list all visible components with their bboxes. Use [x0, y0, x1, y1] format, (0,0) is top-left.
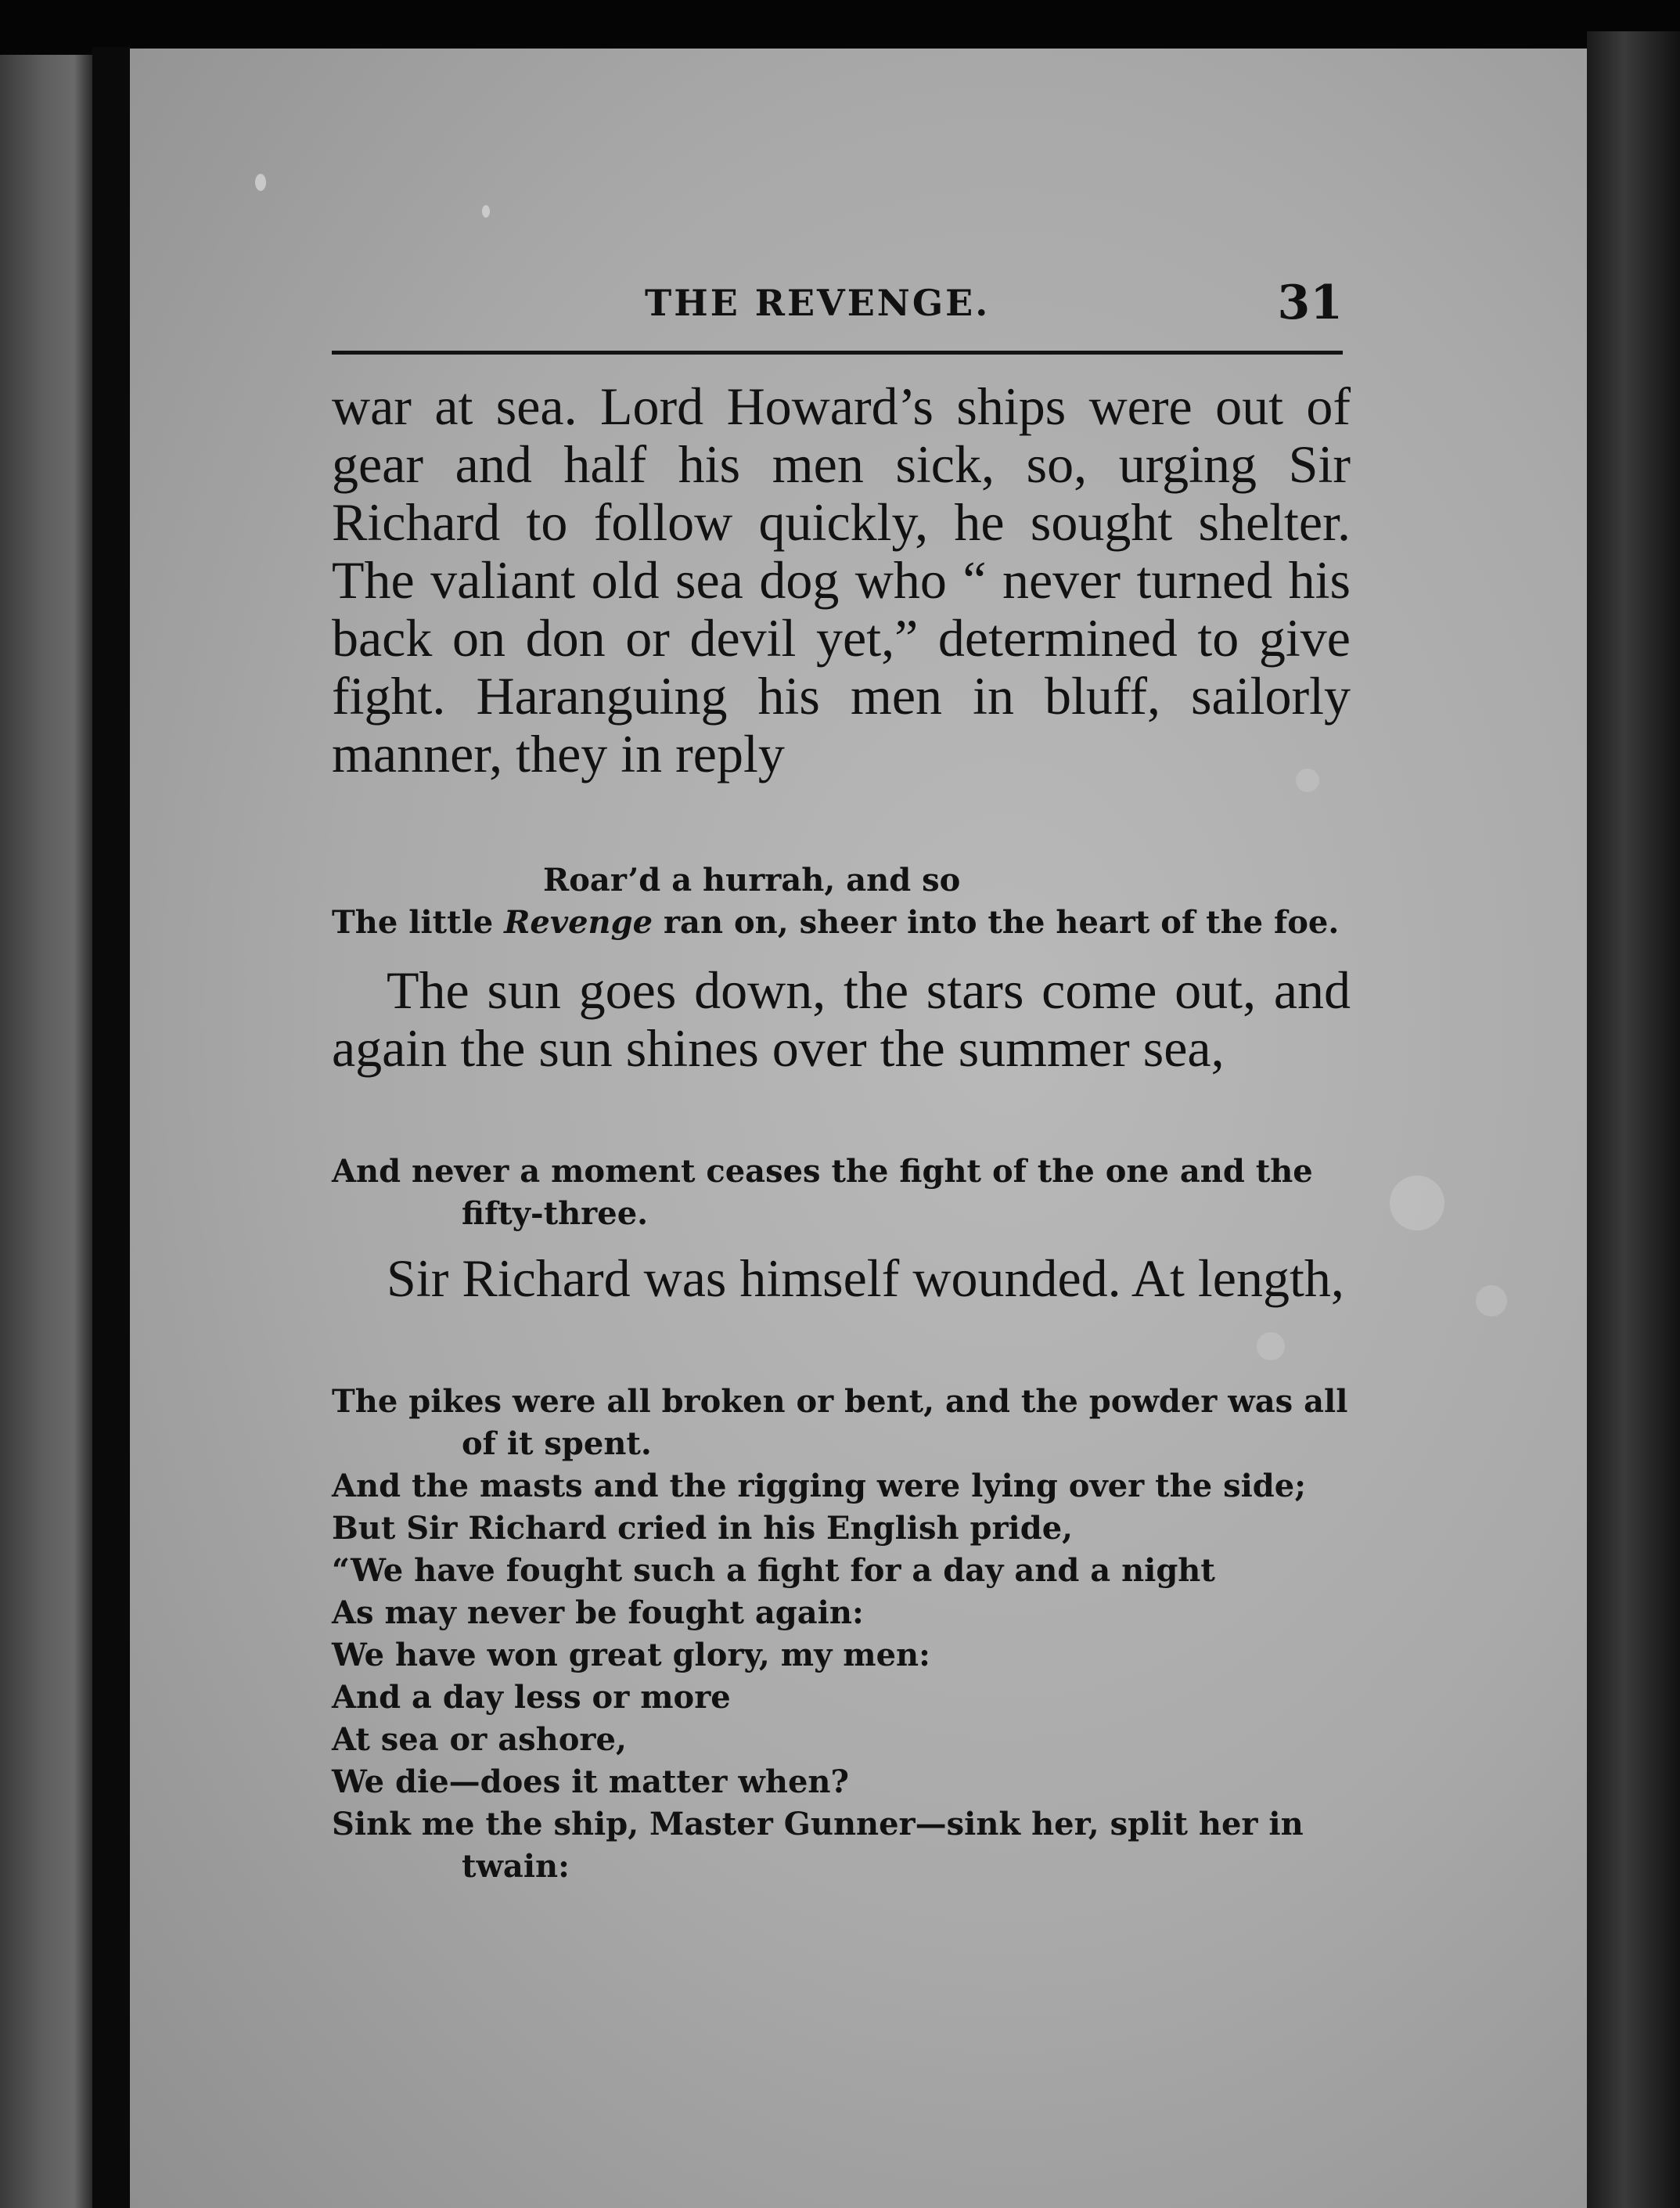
verse-block-1 [332, 859, 1351, 944]
ship-name-italic: Revenge [504, 904, 653, 941]
previous-page-edge [0, 55, 92, 2208]
verse-line: And the masts and the rigging were lying over the side; [332, 1468, 1306, 1504]
verse-line: Sink me the ship, Master Gunner—sink her, split her in [332, 1806, 1304, 1842]
page-header [332, 276, 1343, 354]
verse-line: Roar’d a hurrah, and so [543, 862, 961, 899]
verse-line: fifty-three. [462, 1195, 649, 1232]
verse-line: “We have fought such a fight for a day and a night [332, 1552, 1215, 1589]
verse-line: The little Revenge ran on, sheer into the heart of the foe. [332, 904, 1340, 941]
page-number: 31 [1277, 276, 1343, 330]
verse-block-3 [332, 1381, 1351, 1888]
verse-line: And never a moment ceases the fight of the one and the [332, 1153, 1313, 1190]
verse-line: At sea or ashore, [332, 1721, 627, 1758]
verse-line: As may never be fought again: [332, 1594, 864, 1631]
verse-line: twain: [462, 1848, 570, 1885]
header-rule [332, 351, 1343, 355]
page-right-edge [1587, 31, 1680, 2208]
book-gutter [92, 47, 130, 2208]
running-title: THE REVENGE. [645, 282, 991, 324]
verse-line: of it spent. [462, 1425, 652, 1462]
paragraph-1: war at sea. Lord Howard’s ships were out of gear and half his men sick, so, urging Sir Richard to follow quickly, he sought shelter. The valiant old sea dog who “ never turned his back on don or devil yet,” determined to give fight. Haranguing his men in bluff, sailorly manner, they in reply [332, 376, 1351, 783]
paragraph-2: The sun goes down, the stars come out, and again the sun shines over the summer sea, [332, 960, 1351, 1078]
paragraph-3: Sir Richard was himself wounded. At length, [387, 1248, 1344, 1308]
verse-line: The pikes were all broken or bent, and the powder was all [332, 1383, 1348, 1420]
verse-line: But Sir Richard cried in his English pride, [332, 1510, 1074, 1547]
verse-line: We die—does it matter when? [332, 1763, 849, 1800]
verse-block-2 [332, 1151, 1351, 1235]
verse-line: We have won great glory, my men: [332, 1637, 930, 1673]
verse-line: And a day less or more [332, 1679, 731, 1716]
